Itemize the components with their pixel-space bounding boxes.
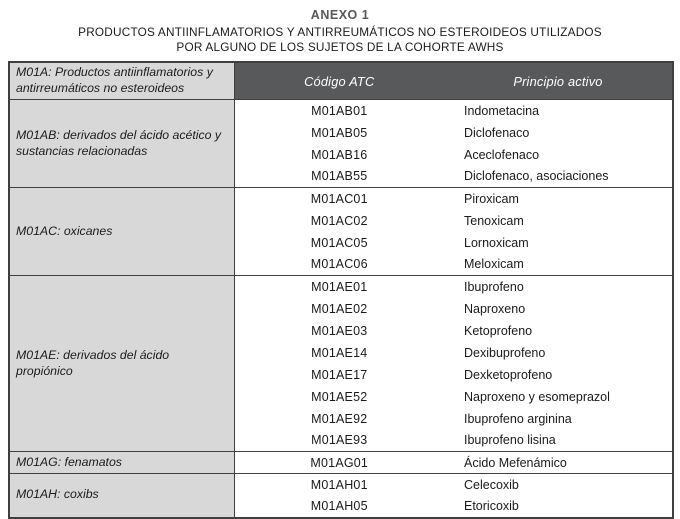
atc-code-cell: M01AC05 <box>310 235 368 250</box>
principio-activo-cell: Ibuprofeno arginina <box>464 411 572 426</box>
atc-code-cell: M01AC06 <box>234 254 444 276</box>
atc-code-cell: M01AE14 <box>311 345 368 360</box>
table-row <box>9 188 673 210</box>
atc-code-cell: M01AB55 <box>234 166 444 188</box>
principio-activo-cell: Diclofenaco, asociaciones <box>444 166 673 188</box>
category-cell: M01AC: oxicanes <box>9 188 234 276</box>
principio-activo-cell: Ácido Mefenámico <box>444 452 673 474</box>
principio-activo-cell: Aceclofenaco <box>464 147 540 162</box>
principio-activo-cell: Ketoprofeno <box>464 323 533 338</box>
principio-activo-cell: Dexketoprofeno <box>464 367 553 382</box>
principio-activo-cell: Ibuprofeno <box>464 279 524 294</box>
principio-activo-cell: Celecoxib <box>464 477 519 492</box>
atc-code-cell: M01AC02 <box>310 213 368 228</box>
annex-title: ANEXO 1 <box>310 8 370 22</box>
atc-code-cell: M01AH05 <box>234 496 444 518</box>
atc-code-cell: M01AE02 <box>311 301 368 316</box>
atc-code-cell: M01AB01 <box>311 103 368 118</box>
principio-activo-cell: Naproxeno <box>464 301 526 316</box>
atc-code-cell: M01AH01 <box>310 477 368 492</box>
atc-code-cell: M01AE03 <box>311 323 368 338</box>
title-line-3: POR ALGUNO DE LOS SUJETOS DE LA COHORTE AWHS <box>176 40 504 55</box>
header-row <box>9 62 673 99</box>
category-cell: M01AH: coxibs <box>9 474 234 518</box>
category-cell: M01AB: derivados del ácido acético y sustancias relacionadas <box>9 100 234 188</box>
principio-activo-cell: Tenoxicam <box>464 213 524 228</box>
principio-activo-cell: Naproxeno y esomeprazol <box>464 389 610 404</box>
principio-activo-cell: Etoricoxib <box>444 496 673 518</box>
principio-activo-cell: Dexibuprofeno <box>464 345 546 360</box>
corner-header-cell: M01A: Productos antiinflamatorios y antirreumáticos no esteroideos <box>9 62 234 99</box>
atc-code-cell: M01AB16 <box>311 147 368 162</box>
atc-code-cell: M01AE01 <box>311 279 368 294</box>
title-line-2: PRODUCTOS ANTIINFLAMATORIOS Y ANTIRREUMÁTICOS NO ESTEROIDEOS UTILIZADOS <box>78 25 602 39</box>
table-row <box>9 276 673 298</box>
table-row <box>9 100 673 122</box>
principio-activo-cell: Ibuprofeno lisina <box>444 430 673 452</box>
principio-activo-cell: Meloxicam <box>444 254 673 276</box>
principio-activo-cell: Diclofenaco <box>464 125 530 140</box>
atc-code-cell: M01AE93 <box>234 430 444 452</box>
table-header <box>9 62 673 99</box>
atc-code-cell: M01AB05 <box>311 125 368 140</box>
table-body <box>9 100 673 518</box>
atc-code-cell: M01AE92 <box>311 411 368 426</box>
atc-code-cell: M01AG01 <box>234 452 444 474</box>
atc-code-cell: M01AC01 <box>310 191 368 206</box>
table-row <box>9 474 673 496</box>
column-header-principio-activo: Principio activo <box>444 62 673 99</box>
document-title <box>8 8 672 55</box>
atc-products-table <box>8 61 674 518</box>
column-header-codigo-atc: Código ATC <box>234 62 444 99</box>
principio-activo-cell: Piroxicam <box>464 191 519 206</box>
principio-activo-cell: Lornoxicam <box>464 235 529 250</box>
category-cell: M01AE: derivados del ácido propiónico <box>9 276 234 452</box>
atc-code-cell: M01AE52 <box>311 389 368 404</box>
table-row <box>9 452 673 474</box>
category-cell: M01AG: fenamatos <box>9 452 234 474</box>
principio-activo-cell: Indometacina <box>464 103 540 118</box>
atc-code-cell: M01AE17 <box>311 367 368 382</box>
